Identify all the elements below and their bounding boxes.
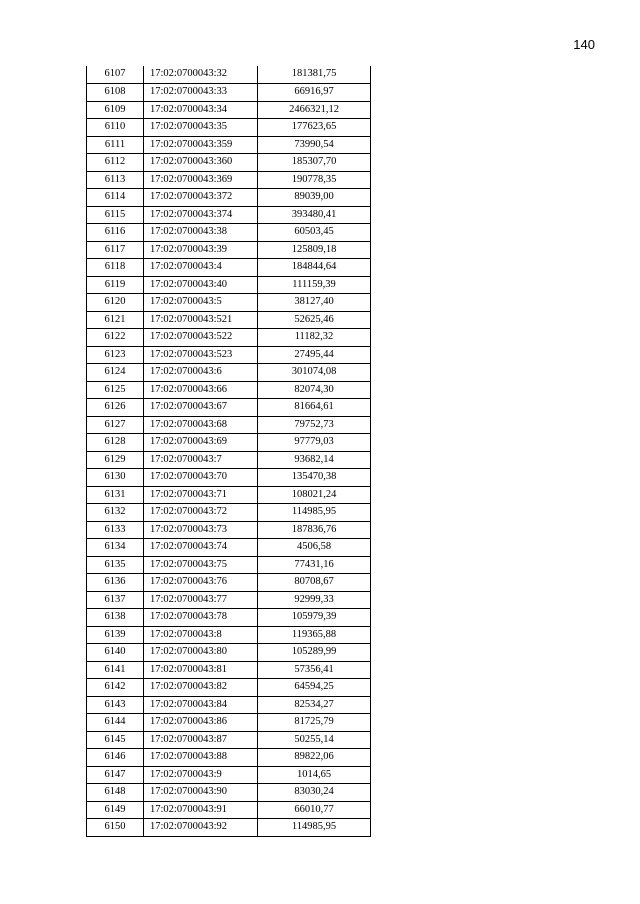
- table-row: [87, 364, 371, 382]
- value-cell: 50255,14: [258, 731, 371, 749]
- value-cell: 97779,03: [258, 434, 371, 452]
- table-row: [87, 171, 371, 189]
- row-number-cell: 6124: [87, 364, 144, 382]
- table-row: [87, 416, 371, 434]
- value-cell: 125809,18: [258, 241, 371, 259]
- cadastral-number-cell: 17:02:0700043:77: [144, 591, 258, 609]
- value-cell: 82074,30: [258, 381, 371, 399]
- row-number-cell: 6145: [87, 731, 144, 749]
- row-number-cell: 6142: [87, 679, 144, 697]
- cadastral-number-cell: 17:02:0700043:360: [144, 154, 258, 172]
- cadastral-number-cell: 17:02:0700043:6: [144, 364, 258, 382]
- table-row: [87, 66, 371, 84]
- cadastral-number-cell: 17:02:0700043:67: [144, 399, 258, 417]
- table-row: [87, 276, 371, 294]
- cadastral-number-cell: 17:02:0700043:38: [144, 224, 258, 242]
- cadastral-number-cell: 17:02:0700043:372: [144, 189, 258, 207]
- cadastral-number-cell: 17:02:0700043:92: [144, 819, 258, 837]
- value-cell: 77431,16: [258, 556, 371, 574]
- value-cell: 89039,00: [258, 189, 371, 207]
- cadastral-number-cell: 17:02:0700043:81: [144, 661, 258, 679]
- table-row: [87, 521, 371, 539]
- table-row: [87, 801, 371, 819]
- cadastral-number-cell: 17:02:0700043:521: [144, 311, 258, 329]
- value-cell: 184844,64: [258, 259, 371, 277]
- page-number: 140: [573, 37, 595, 52]
- cadastral-number-cell: 17:02:0700043:40: [144, 276, 258, 294]
- cadastral-number-cell: 17:02:0700043:66: [144, 381, 258, 399]
- table-row: [87, 609, 371, 627]
- cadastral-number-cell: 17:02:0700043:69: [144, 434, 258, 452]
- value-cell: 60503,45: [258, 224, 371, 242]
- value-cell: 73990,54: [258, 136, 371, 154]
- cadastral-number-cell: 17:02:0700043:73: [144, 521, 258, 539]
- table-body: [87, 66, 371, 836]
- table-row: [87, 574, 371, 592]
- value-cell: 190778,35: [258, 171, 371, 189]
- value-cell: 114985,95: [258, 819, 371, 837]
- table-row: [87, 224, 371, 242]
- cadastral-number-cell: 17:02:0700043:75: [144, 556, 258, 574]
- row-number-cell: 6141: [87, 661, 144, 679]
- row-number-cell: 6129: [87, 451, 144, 469]
- table-row: [87, 84, 371, 102]
- row-number-cell: 6134: [87, 539, 144, 557]
- row-number-cell: 6113: [87, 171, 144, 189]
- value-cell: 38127,40: [258, 294, 371, 312]
- value-cell: 108021,24: [258, 486, 371, 504]
- row-number-cell: 6144: [87, 714, 144, 732]
- value-cell: 1014,65: [258, 766, 371, 784]
- value-cell: 81725,79: [258, 714, 371, 732]
- row-number-cell: 6119: [87, 276, 144, 294]
- cadastral-number-cell: 17:02:0700043:68: [144, 416, 258, 434]
- value-cell: 92999,33: [258, 591, 371, 609]
- table-row: [87, 381, 371, 399]
- value-cell: 57356,41: [258, 661, 371, 679]
- value-cell: 105289,99: [258, 644, 371, 662]
- row-number-cell: 6135: [87, 556, 144, 574]
- table-row: [87, 626, 371, 644]
- value-cell: 52625,46: [258, 311, 371, 329]
- row-number-cell: 6107: [87, 66, 144, 84]
- cadastral-number-cell: 17:02:0700043:71: [144, 486, 258, 504]
- cadastral-number-cell: 17:02:0700043:80: [144, 644, 258, 662]
- value-cell: 66010,77: [258, 801, 371, 819]
- value-cell: 79752,73: [258, 416, 371, 434]
- cadastral-number-cell: 17:02:0700043:4: [144, 259, 258, 277]
- table-row: [87, 766, 371, 784]
- row-number-cell: 6146: [87, 749, 144, 767]
- table-row: [87, 311, 371, 329]
- cadastral-number-cell: 17:02:0700043:70: [144, 469, 258, 487]
- value-cell: 64594,25: [258, 679, 371, 697]
- row-number-cell: 6127: [87, 416, 144, 434]
- row-number-cell: 6115: [87, 206, 144, 224]
- table-row: [87, 749, 371, 767]
- value-cell: 135470,38: [258, 469, 371, 487]
- table-row: [87, 451, 371, 469]
- cadastral-number-cell: 17:02:0700043:523: [144, 346, 258, 364]
- cadastral-number-cell: 17:02:0700043:522: [144, 329, 258, 347]
- value-cell: 82534,27: [258, 696, 371, 714]
- table-row: [87, 784, 371, 802]
- value-cell: 27495,44: [258, 346, 371, 364]
- value-cell: 114985,95: [258, 504, 371, 522]
- row-number-cell: 6149: [87, 801, 144, 819]
- table-row: [87, 696, 371, 714]
- row-number-cell: 6109: [87, 101, 144, 119]
- value-cell: 187836,76: [258, 521, 371, 539]
- cadastral-number-cell: 17:02:0700043:374: [144, 206, 258, 224]
- cadastral-number-cell: 17:02:0700043:5: [144, 294, 258, 312]
- cadastral-number-cell: 17:02:0700043:74: [144, 539, 258, 557]
- row-number-cell: 6150: [87, 819, 144, 837]
- value-cell: 4506,58: [258, 539, 371, 557]
- row-number-cell: 6128: [87, 434, 144, 452]
- table-row: [87, 539, 371, 557]
- row-number-cell: 6138: [87, 609, 144, 627]
- value-cell: 66916,97: [258, 84, 371, 102]
- value-cell: 2466321,12: [258, 101, 371, 119]
- value-cell: 181381,75: [258, 66, 371, 84]
- row-number-cell: 6132: [87, 504, 144, 522]
- value-cell: 80708,67: [258, 574, 371, 592]
- row-number-cell: 6118: [87, 259, 144, 277]
- table-row: [87, 259, 371, 277]
- cadastral-number-cell: 17:02:0700043:34: [144, 101, 258, 119]
- row-number-cell: 6121: [87, 311, 144, 329]
- row-number-cell: 6131: [87, 486, 144, 504]
- row-number-cell: 6116: [87, 224, 144, 242]
- row-number-cell: 6117: [87, 241, 144, 259]
- cadastral-number-cell: 17:02:0700043:32: [144, 66, 258, 84]
- table-row: [87, 434, 371, 452]
- table-row: [87, 644, 371, 662]
- row-number-cell: 6137: [87, 591, 144, 609]
- row-number-cell: 6130: [87, 469, 144, 487]
- cadastral-number-cell: 17:02:0700043:90: [144, 784, 258, 802]
- table-row: [87, 101, 371, 119]
- row-number-cell: 6136: [87, 574, 144, 592]
- cadastral-number-cell: 17:02:0700043:91: [144, 801, 258, 819]
- table-row: [87, 556, 371, 574]
- cadastral-number-cell: 17:02:0700043:78: [144, 609, 258, 627]
- value-cell: 119365,88: [258, 626, 371, 644]
- row-number-cell: 6139: [87, 626, 144, 644]
- row-number-cell: 6123: [87, 346, 144, 364]
- cadastral-number-cell: 17:02:0700043:88: [144, 749, 258, 767]
- value-cell: 93682,14: [258, 451, 371, 469]
- cadastral-number-cell: 17:02:0700043:8: [144, 626, 258, 644]
- table-row: [87, 189, 371, 207]
- value-cell: 393480,41: [258, 206, 371, 224]
- row-number-cell: 6110: [87, 119, 144, 137]
- cadastral-number-cell: 17:02:0700043:35: [144, 119, 258, 137]
- cadastral-number-cell: 17:02:0700043:7: [144, 451, 258, 469]
- row-number-cell: 6125: [87, 381, 144, 399]
- cadastral-number-cell: 17:02:0700043:76: [144, 574, 258, 592]
- row-number-cell: 6112: [87, 154, 144, 172]
- value-cell: 89822,06: [258, 749, 371, 767]
- cadastral-number-cell: 17:02:0700043:359: [144, 136, 258, 154]
- table-row: [87, 206, 371, 224]
- cadastral-number-cell: 17:02:0700043:39: [144, 241, 258, 259]
- row-number-cell: 6108: [87, 84, 144, 102]
- row-number-cell: 6148: [87, 784, 144, 802]
- cadastral-number-cell: 17:02:0700043:86: [144, 714, 258, 732]
- value-cell: 177623,65: [258, 119, 371, 137]
- row-number-cell: 6114: [87, 189, 144, 207]
- table-row: [87, 399, 371, 417]
- table-row: [87, 591, 371, 609]
- table-row: [87, 346, 371, 364]
- table-row: [87, 154, 371, 172]
- table-row: [87, 731, 371, 749]
- cadastral-number-cell: 17:02:0700043:33: [144, 84, 258, 102]
- value-cell: 83030,24: [258, 784, 371, 802]
- row-number-cell: 6147: [87, 766, 144, 784]
- value-cell: 105979,39: [258, 609, 371, 627]
- cadastral-number-cell: 17:02:0700043:369: [144, 171, 258, 189]
- cadastral-value-table: [86, 66, 371, 837]
- value-cell: 111159,39: [258, 276, 371, 294]
- table-row: [87, 714, 371, 732]
- table-row: [87, 504, 371, 522]
- row-number-cell: 6133: [87, 521, 144, 539]
- row-number-cell: 6120: [87, 294, 144, 312]
- table-row: [87, 294, 371, 312]
- cadastral-number-cell: 17:02:0700043:84: [144, 696, 258, 714]
- table-row: [87, 469, 371, 487]
- table-row: [87, 486, 371, 504]
- table-row: [87, 136, 371, 154]
- table-row: [87, 119, 371, 137]
- row-number-cell: 6122: [87, 329, 144, 347]
- cadastral-number-cell: 17:02:0700043:82: [144, 679, 258, 697]
- table-row: [87, 661, 371, 679]
- table-row: [87, 679, 371, 697]
- row-number-cell: 6140: [87, 644, 144, 662]
- row-number-cell: 6143: [87, 696, 144, 714]
- cadastral-number-cell: 17:02:0700043:72: [144, 504, 258, 522]
- cadastral-number-cell: 17:02:0700043:9: [144, 766, 258, 784]
- value-cell: 11182,32: [258, 329, 371, 347]
- table-row: [87, 241, 371, 259]
- table-row: [87, 329, 371, 347]
- row-number-cell: 6111: [87, 136, 144, 154]
- value-cell: 301074,08: [258, 364, 371, 382]
- value-cell: 185307,70: [258, 154, 371, 172]
- table-row: [87, 819, 371, 837]
- row-number-cell: 6126: [87, 399, 144, 417]
- cadastral-number-cell: 17:02:0700043:87: [144, 731, 258, 749]
- value-cell: 81664,61: [258, 399, 371, 417]
